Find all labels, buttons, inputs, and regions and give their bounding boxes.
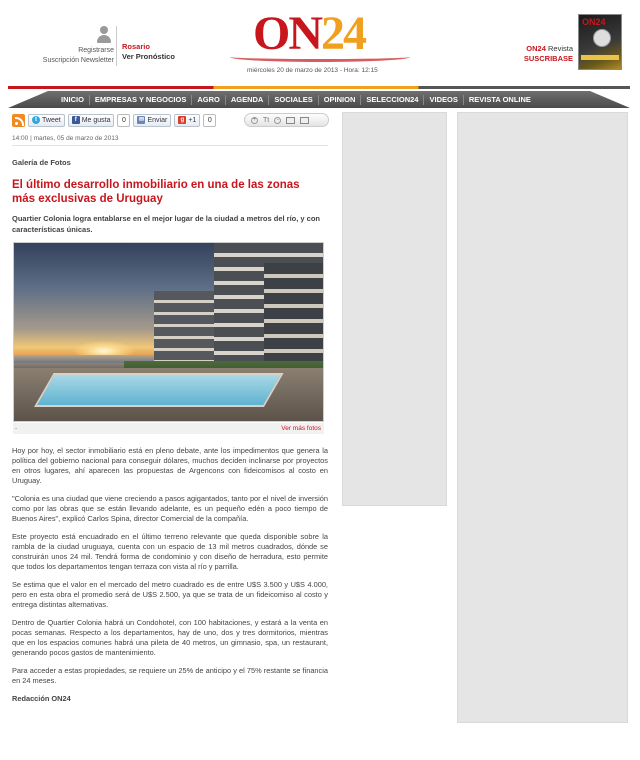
user-links bbox=[30, 46, 114, 66]
nav-videos[interactable]: VIDEOS bbox=[424, 95, 463, 105]
email-button[interactable] bbox=[133, 114, 171, 127]
logo-on: ON bbox=[253, 7, 321, 60]
nav-empresas[interactable]: EMPRESAS Y NEGOCIOS bbox=[90, 95, 192, 105]
paragraph: Se estima que el valor en el mercado del metro cuadrado es de entre U$S 3.500 y U$S 4.000, pero en esta obra el promedio será de U$S 2.500, ya que se trata de un fideicomiso al costo y entrega distintas alternativas. bbox=[12, 580, 328, 609]
text-size-icon[interactable]: Tt bbox=[263, 116, 270, 124]
article-section: Galería de Fotos bbox=[12, 158, 71, 167]
cover-band bbox=[581, 55, 619, 60]
brand-color-strip bbox=[8, 86, 630, 89]
site-logo[interactable] bbox=[253, 7, 365, 60]
article-body bbox=[12, 446, 328, 712]
nav-left-cap bbox=[8, 91, 48, 108]
photo-caption: - bbox=[15, 425, 18, 432]
google-plus-icon: g bbox=[178, 116, 186, 124]
like-count: 0 bbox=[117, 114, 130, 127]
site-header bbox=[0, 0, 640, 86]
share-bar bbox=[12, 113, 216, 127]
magazine-cover-logo: ON24 bbox=[582, 17, 606, 27]
article-meta: 14:00 | martes, 05 de marzo de 2013 bbox=[12, 135, 119, 142]
paragraph: "Colonia es una ciudad que viene creciendo a pasos agigantados, tanto por el nivel de inversión como por las obras que se están llevando adelante, es un pequeño edén a poco tiempo de Buenos Aires", explicó Carlos Spina, director Comercial de la compañía. bbox=[12, 494, 328, 523]
dateline: miércoles 20 de marzo de 2013 - Hora: 12:15 bbox=[247, 67, 378, 74]
save-icon[interactable] bbox=[286, 117, 295, 124]
like-button[interactable] bbox=[68, 114, 115, 127]
ad-slot-right[interactable] bbox=[457, 112, 628, 723]
paragraph: Dentro de Quartier Colonia habrá un Condohotel, con 100 habitaciones, y estará a la venta en pocas semanas. Respecto a los departamentos, hay de uno, dos y tres dormitorios, mientras que en los espacios comunes habrá una pileta de 40 metros, un gimnasio, spa, un restaurant, generando pocos gastos de mantenimiento. bbox=[12, 618, 328, 657]
article-signature: Redacción ON24 bbox=[12, 694, 71, 703]
meta-divider bbox=[12, 145, 328, 146]
nav-seleccion24[interactable]: SELECCION24 bbox=[361, 95, 424, 105]
article-tools bbox=[244, 113, 329, 127]
ad-slot-middle[interactable] bbox=[342, 112, 447, 506]
nav-inicio[interactable]: INICIO bbox=[56, 95, 90, 105]
nav-agenda[interactable]: AGENDA bbox=[226, 95, 270, 105]
nav-right-cap bbox=[590, 91, 630, 108]
print-icon[interactable] bbox=[300, 117, 309, 124]
photo-pool bbox=[34, 373, 284, 407]
weather-block bbox=[122, 42, 175, 62]
promo-subscribe: SUSCRIBASE bbox=[523, 54, 573, 63]
main-nav bbox=[8, 91, 630, 108]
user-icon[interactable] bbox=[96, 26, 112, 44]
nav-revista[interactable]: REVISTA ONLINE bbox=[468, 94, 531, 104]
newsletter-link[interactable]: Suscripción Newsletter bbox=[42, 57, 114, 64]
twitter-icon: t bbox=[32, 116, 40, 124]
email-label: Enviar bbox=[147, 116, 168, 124]
promo-magazine: Revista bbox=[547, 44, 573, 53]
article-lead: Quartier Colonia logra entablarse en el mejor lugar de la ciudad a metros del río, y con características únicas. bbox=[12, 214, 321, 234]
paragraph: Para acceder a estas propiedades, se requiere un 25% de anticipo y el 75% restante se financia en 24 meses. bbox=[12, 666, 328, 685]
tweet-button[interactable] bbox=[28, 114, 65, 127]
rss-icon[interactable] bbox=[12, 114, 25, 127]
promo-brand: ON24 bbox=[526, 44, 546, 53]
more-photos-link[interactable]: Ver más fotos bbox=[281, 425, 321, 432]
weather-city[interactable]: Rosario bbox=[122, 42, 150, 51]
nav-agro[interactable]: AGRO bbox=[192, 95, 226, 105]
envelope-icon: ✉ bbox=[138, 117, 144, 123]
forecast-link[interactable]: Ver Pronóstico bbox=[122, 52, 175, 61]
logo-swoosh bbox=[230, 52, 410, 62]
zoom-in-icon[interactable]: + bbox=[252, 116, 257, 123]
gplus-button[interactable] bbox=[174, 114, 200, 127]
register-link[interactable]: Registrarse bbox=[78, 47, 114, 54]
magazine-promo[interactable] bbox=[515, 44, 573, 64]
paragraph: Este proyecto está encuadrado en el último terreno relevante que queda disponible sobre la rambla de la ciudad uruguaya, cuenta con un espacio de 13 mil metros cuadrados, dónde se construirán unos 24 mil. Tendrá forma de condominio y con diseño de herradura, esto permite que todos los departamentos tengan terraza con vista al río y parrilla. bbox=[12, 532, 328, 571]
photo-footer bbox=[13, 423, 324, 434]
article-photo[interactable] bbox=[13, 242, 324, 422]
article-headline: El último desarrollo inmobiliario en una de las zonas más exclusivas de Uruguay bbox=[12, 179, 300, 205]
magazine-cover[interactable] bbox=[578, 14, 622, 70]
logo-24: 24 bbox=[321, 7, 365, 60]
zoom-out-icon[interactable]: - bbox=[274, 117, 281, 124]
nav-opinion[interactable]: OPINION bbox=[319, 95, 362, 105]
gplus-count: 0 bbox=[203, 114, 216, 127]
soccer-ball-icon bbox=[593, 29, 611, 47]
like-label: Me gusta bbox=[81, 116, 111, 124]
tweet-label: Tweet bbox=[42, 116, 61, 124]
gplus-label: +1 bbox=[188, 116, 197, 124]
nav-sociales[interactable]: SOCIALES bbox=[269, 95, 318, 105]
header-divider bbox=[116, 26, 117, 66]
facebook-icon: f bbox=[72, 116, 80, 124]
paragraph: Hoy por hoy, el sector inmobiliario está en pleno debate, ante los impedimentos que genera la política del gobierno nacional para conseguir dólares, muchos deciden inclinarse por proyectos en otros lugares, ahí aparecen las propuestas de Argencons con fideicomisos al costo en Uruguay. bbox=[12, 446, 328, 485]
